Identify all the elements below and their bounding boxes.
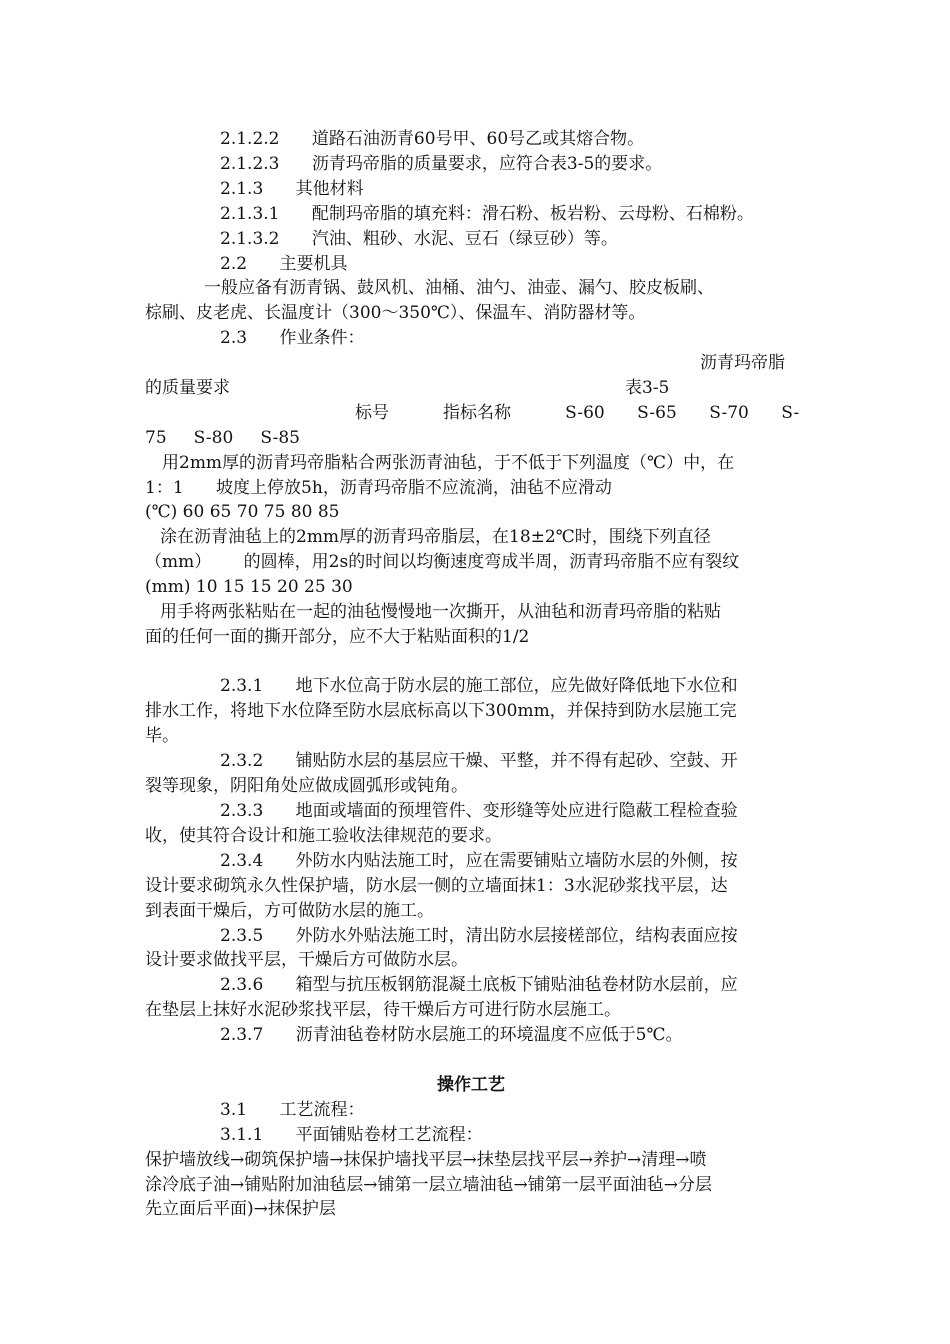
text-line: 棕刷、皮老虎、长温度计（300～350℃）、保温车、消防器材等。 (145, 303, 646, 323)
text-line: 毕。 (145, 726, 179, 746)
text-line: 设计要求做找平层，干燥后方可做防水层。 (145, 950, 468, 970)
text-line: 涂冷底子油→铺贴附加油毡层→铺第一层立墙油毡→铺第一层平面油毡→分层 (145, 1175, 712, 1195)
text-line: 2.3.3 地面或墙面的预埋管件、变形缝等处应进行隐蔽工程检查验 (220, 801, 738, 821)
text-line: 保护墙放线→砌筑保护墙→抹保护墙找平层→抹垫层找平层→养护→清理→喷 (145, 1150, 707, 1170)
table-row: （mm） 的圆棒，用2s的时间以均衡速度弯成半周，沥青玛帝脂不应有裂纹 (145, 552, 740, 572)
text-line: 2.1.3.1 配制玛帝脂的填充料：滑石粉、板岩粉、云母粉、石棉粉。 (220, 204, 754, 224)
text-line: 裂等现象，阴阳角处应做成圆弧形或钝角。 (145, 776, 468, 796)
section-heading-3-1: 3.1 工艺流程： (220, 1100, 365, 1120)
table-number: 表3-5 (625, 378, 670, 398)
text-line: 2.3.5 外防水外贴法施工时，清出防水层接槎部位，结构表面应按 (220, 926, 738, 946)
text-line: 2.1.2.2 道路石油沥青60号甲、60号乙或其熔合物。 (220, 129, 645, 149)
text-line: 2.3.2 铺贴防水层的基层应干燥、平整，并不得有起砂、空鼓、开 (220, 751, 738, 771)
section-heading-2-1-3: 2.1.3 其他材料 (220, 179, 364, 199)
text-line: 2.3.7 沥青油毡卷材防水层施工的环境温度不应低于5℃。 (220, 1025, 683, 1045)
text-line: 2.3.4 外防水内贴法施工时，应在需要铺贴立墙防水层的外侧，按 (220, 851, 738, 871)
table-row: 用手将两张粘贴在一起的油毡慢慢地一次撕开，从油毡和沥青玛帝脂的粘贴 (160, 602, 721, 622)
table-header: 75 S-80 S-85 (145, 428, 300, 448)
text-line: 2.3.1 地下水位高于防水层的施工部位，应先做好降低地下水位和 (220, 676, 738, 696)
table-row: (℃) 60 65 70 75 80 85 (145, 502, 340, 522)
text-line: 排水工作，将地下水位降至防水层底标高以下300mm，并保持到防水层施工完 (145, 701, 737, 721)
text-line: 收，使其符合设计和施工验收法律规范的要求。 (145, 826, 502, 846)
table-row: 1：1 坡度上停放5h，沥青玛帝脂不应流淌，油毡不应滑动 (145, 478, 612, 498)
table-header: 标号 指标名称 S-60 S-65 S-70 S- (355, 403, 800, 423)
text-line: 设计要求砌筑永久性保护墙，防水层一侧的立墙面抹1：3水泥砂浆找平层，达 (145, 876, 728, 896)
chapter-heading: 操作工艺 (437, 1075, 505, 1095)
section-heading-3-1-1: 3.1.1 平面铺贴卷材工艺流程： (220, 1125, 483, 1145)
table-row: 涂在沥青油毡上的2mm厚的沥青玛帝脂层，在18±2℃时，围绕下列直径 (160, 527, 711, 547)
table-row: (mm) 10 15 15 20 25 30 (145, 577, 353, 597)
section-heading-2-3: 2.3 作业条件： (220, 328, 365, 348)
text-line: 2.1.2.3 沥青玛帝脂的质量要求，应符合表3-5的要求。 (220, 154, 663, 174)
table-row: 面的任何一面的撕开部分，应不大于粘贴面积的1/2 (145, 627, 530, 647)
text-line: 一般应备有沥青锅、鼓风机、油桶、油勺、油壶、漏勺、胶皮板刷、 (204, 278, 714, 298)
text-line: 2.1.3.2 汽油、粗砂、水泥、豆石（绿豆砂）等。 (220, 229, 618, 249)
text-line: 到表面干燥后，方可做防水层的施工。 (145, 901, 434, 921)
text-line: 在垫层上抹好水泥砂浆找平层，待干燥后方可进行防水层施工。 (145, 1000, 621, 1020)
section-heading-2-2: 2.2 主要机具 (220, 254, 348, 274)
table-caption: 的质量要求 (145, 378, 230, 398)
table-caption: 沥青玛帝脂 (700, 353, 785, 373)
text-line: 先立面后平面)→抹保护层 (145, 1199, 336, 1219)
text-line: 2.3.6 箱型与抗压板钢筋混凝土底板下铺贴油毡卷材防水层前，应 (220, 975, 738, 995)
table-row: 用2mm厚的沥青玛帝脂粘合两张沥青油毡，于不低于下列温度（℃）中，在 (162, 453, 735, 473)
